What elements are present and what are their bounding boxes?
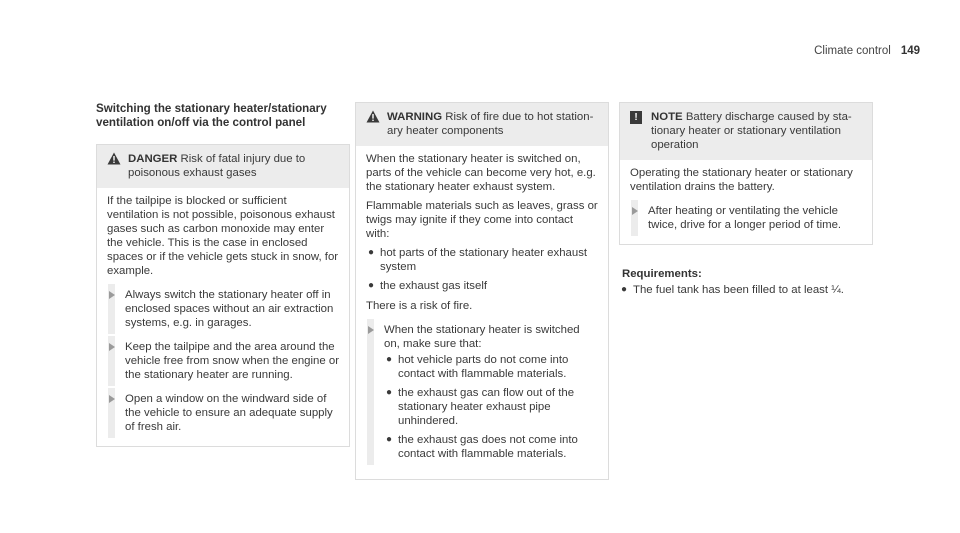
arrow-icon bbox=[109, 343, 115, 351]
list-item: ● the exhaust gas itself bbox=[368, 280, 488, 292]
heading-line-2: ventilation on/off via the control panel bbox=[96, 116, 306, 129]
step-text: Always switch the stationary heater off in enclosed spaces without an air extraction systems, e.g. in garages. bbox=[125, 289, 334, 329]
arrow-icon bbox=[109, 395, 115, 403]
warning-triangle-icon bbox=[366, 110, 380, 123]
column-3 bbox=[619, 102, 873, 303]
bullet-icon: ● bbox=[368, 280, 375, 291]
danger-box bbox=[96, 144, 350, 447]
danger-label: DANGER bbox=[128, 153, 178, 165]
note-box bbox=[619, 102, 873, 245]
warning-header bbox=[356, 103, 608, 146]
section-title: Climate control bbox=[814, 45, 891, 57]
warning-list bbox=[366, 246, 598, 293]
list-item: ● the exhaust gas can flow out of the stationary heater exhaust pipe unhindered. bbox=[386, 387, 575, 427]
bullet-icon: ● bbox=[621, 284, 628, 295]
arrow-icon bbox=[368, 326, 374, 334]
warning-body-3: There is a risk of fire. bbox=[366, 300, 473, 312]
warning-box bbox=[355, 102, 609, 480]
section-heading bbox=[96, 102, 350, 130]
danger-text: Risk of fatal injury due to poisonous exhaust gases bbox=[128, 153, 306, 179]
step-text: Keep the tailpipe and the area around the vehicle free from snow when the engine or the stationary heater are running. bbox=[125, 341, 340, 381]
heading-line-1: Switching the stationary heater/stationary bbox=[96, 102, 327, 115]
warning-body-1: When the stationary heater is switched on, parts of the vehicle can become very hot, e.g. the stationary heater exhaust system. bbox=[366, 153, 596, 193]
bullet-icon: ● bbox=[368, 247, 375, 258]
page-header bbox=[814, 44, 920, 58]
warning-body-2: Flammable materials such as leaves, grass or twigs may ignite if they come into contact with: bbox=[366, 200, 598, 240]
list-item: ● the exhaust gas does not come into contact with flammable materials. bbox=[386, 434, 578, 460]
danger-step-1 bbox=[107, 288, 339, 330]
column-2 bbox=[355, 102, 609, 480]
note-body: Operating the stationary heater or stationary ventilation drains the battery. bbox=[630, 167, 853, 193]
column-1 bbox=[96, 102, 350, 447]
note-step bbox=[630, 204, 862, 232]
note-label: NOTE bbox=[651, 111, 683, 123]
page-number: 149 bbox=[900, 45, 920, 57]
danger-step-2 bbox=[107, 340, 339, 382]
bullet-icon: ● bbox=[386, 354, 393, 365]
step-text: After heating or ventilating the vehicle twice, drive for a longer period of time. bbox=[648, 205, 842, 231]
warning-text: Risk of fire due to hot stationary heater components bbox=[387, 111, 594, 137]
warning-triangle-icon bbox=[107, 152, 121, 165]
step-text: When the stationary heater is switched on, make sure that: bbox=[384, 324, 580, 350]
warning-label: WARNING bbox=[387, 111, 443, 123]
step-text: Open a window on the windward side of the vehicle to ensure an adequate supply of fresh air. bbox=[125, 393, 333, 433]
requirements-list bbox=[619, 283, 873, 297]
danger-step-3 bbox=[107, 392, 339, 434]
warning-step bbox=[366, 323, 598, 461]
list-item: ● hot parts of the stationary heater exhaust system bbox=[368, 247, 588, 273]
requirements-title: Requirements: bbox=[622, 268, 702, 280]
arrow-icon bbox=[632, 207, 638, 215]
arrow-icon bbox=[109, 291, 115, 299]
danger-body: If the tailpipe is blocked or sufficient ventilation is not possible, poisonous exhaust gases such as carbon monoxide may enter the vehicle. This is the case in enclosed spaces or if the vehicle gets stuck in snow, for example. bbox=[107, 195, 339, 277]
note-header bbox=[620, 103, 872, 160]
list-item: ● The fuel tank has been filled to at least ¼. bbox=[621, 284, 844, 296]
danger-header bbox=[97, 145, 349, 188]
step-list bbox=[384, 353, 598, 461]
note-text: Battery discharge caused by stationary heater or stationary ventilation operation bbox=[651, 111, 852, 151]
note-icon: ! bbox=[630, 111, 642, 124]
bullet-icon: ● bbox=[386, 434, 393, 445]
list-item: ● hot vehicle parts do not come into contact with flammable materials. bbox=[386, 354, 569, 380]
bullet-icon: ● bbox=[386, 387, 393, 398]
